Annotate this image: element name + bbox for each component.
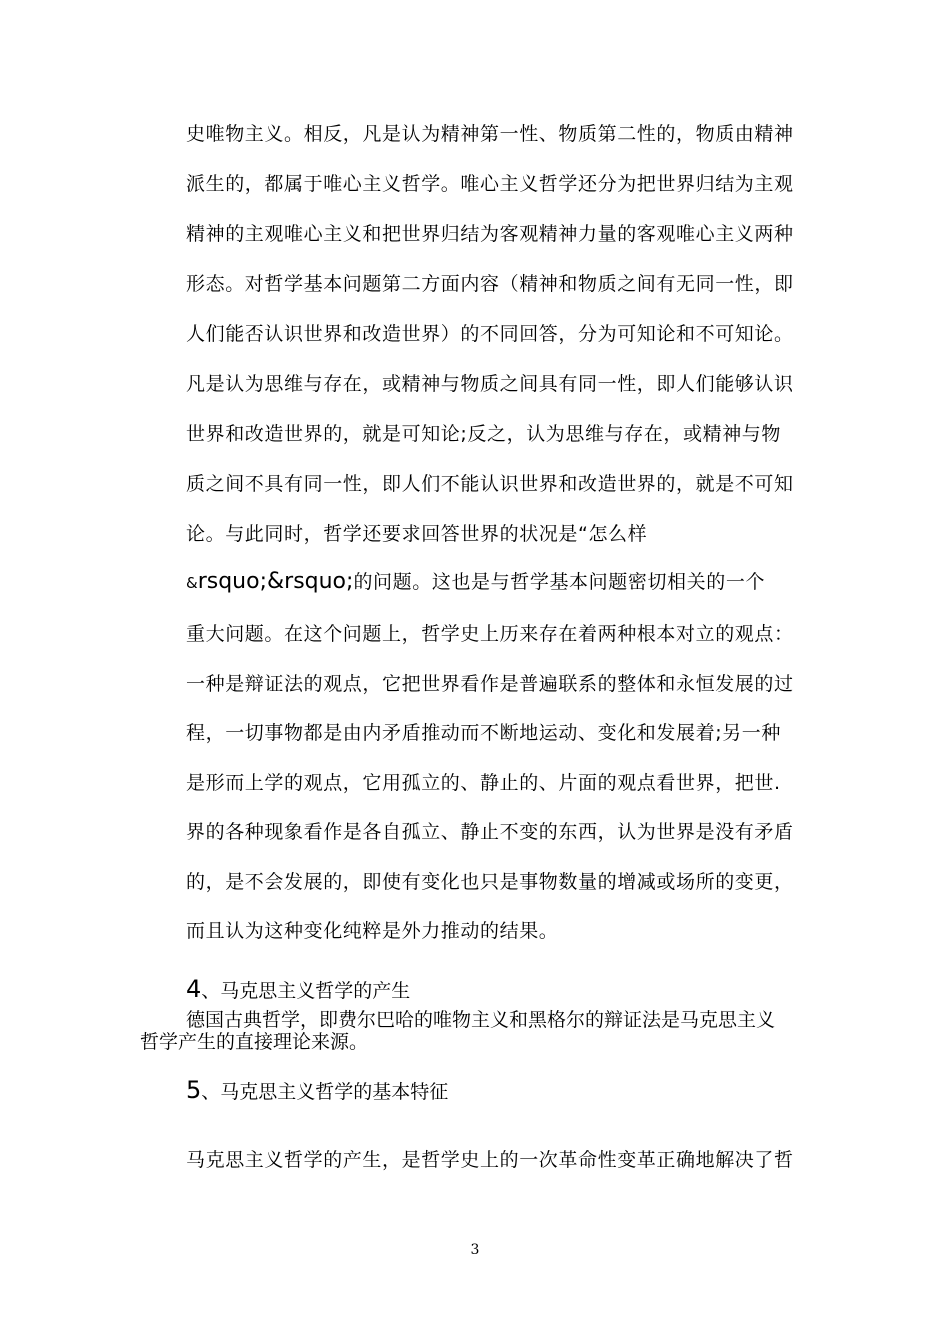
body-line: 重大问题。在这个问题上，哲学史上历来存在着两种根本对立的观点：	[186, 623, 794, 645]
section-5-line-1: 马克思主义哲学的产生，是哲学史上的一次革命性变革正确地解决了哲	[186, 1149, 794, 1171]
body-line: 形态。对哲学基本问题第二方面内容（精神和物质之间有无同一性，即	[186, 273, 794, 295]
section-5-title: 、马克思主义哲学的基本特征	[201, 1081, 449, 1103]
body-line-entities	[186, 567, 826, 597]
body-line: 派生的，都属于唯心主义哲学。唯心主义哲学还分为把世界归结为主观	[186, 173, 794, 195]
body-line: 程，一切事物都是由内矛盾推动而不断地运动、变化和发展着;另一种	[186, 722, 782, 744]
body-line: 的，是不会发展的，即使有变化也只是事物数量的增减或场所的变更，	[186, 870, 794, 893]
body-line: 而且认为这种变化纯粹是外力推动的结果。	[186, 920, 559, 942]
section-4-number: 4	[186, 975, 202, 1003]
body-line: 一种是辩证法的观点，它把世界看作是普遍联系的整体和永恒发展的过	[186, 672, 794, 695]
body-line: 精神的主观唯心主义和把世界归结为客观精神力量的客观唯心主义两种	[186, 223, 794, 245]
section-4-line-2: 哲学产生的直接理论来源。	[140, 1031, 369, 1053]
section-5-number: 5	[186, 1076, 202, 1104]
body-line: 世界和改造世界的，就是可知论;反之，认为思维与存在，或精神与物	[186, 423, 782, 445]
body-line: 是形而上学的观点，它用孤立的、静止的、片面的观点看世界，把世.	[186, 771, 781, 794]
page-number: 3	[470, 1242, 480, 1258]
line-rest-text: 的问题。这也是与哲学基本问题密切相关的一个	[353, 571, 766, 593]
ampersand-text: &	[186, 574, 198, 592]
section-5-heading	[186, 1077, 448, 1105]
section-4-title: 、马克思主义哲学的产生	[201, 980, 411, 1002]
body-line: 论。与此同时，哲学还要求回答世界的状况是“怎么样	[186, 523, 648, 545]
section-4-heading	[186, 976, 410, 1004]
body-line: 人们能否认识世界和改造世界）的不同回答，分为可知论和不可知论。	[186, 323, 794, 345]
body-line: 界的各种现象看作是各自孤立、静止不变的东西，认为世界是没有矛盾	[186, 821, 794, 843]
section-4-line-1: 德国古典哲学，即费尔巴哈的唯物主义和黑格尔的辩证法是马克思主义	[186, 1009, 776, 1031]
entity-text: rsquo;&rsquo;	[197, 569, 354, 594]
body-line: 质之间不具有同一性，即人们不能认识世界和改造世界的，就是不可知	[186, 473, 794, 495]
body-line: 凡是认为思维与存在，或精神与物质之间具有同一性，即人们能够认识	[186, 373, 794, 395]
body-line: 史唯物主义。相反，凡是认为精神第一性、物质第二性的，物质由精神	[186, 123, 794, 145]
